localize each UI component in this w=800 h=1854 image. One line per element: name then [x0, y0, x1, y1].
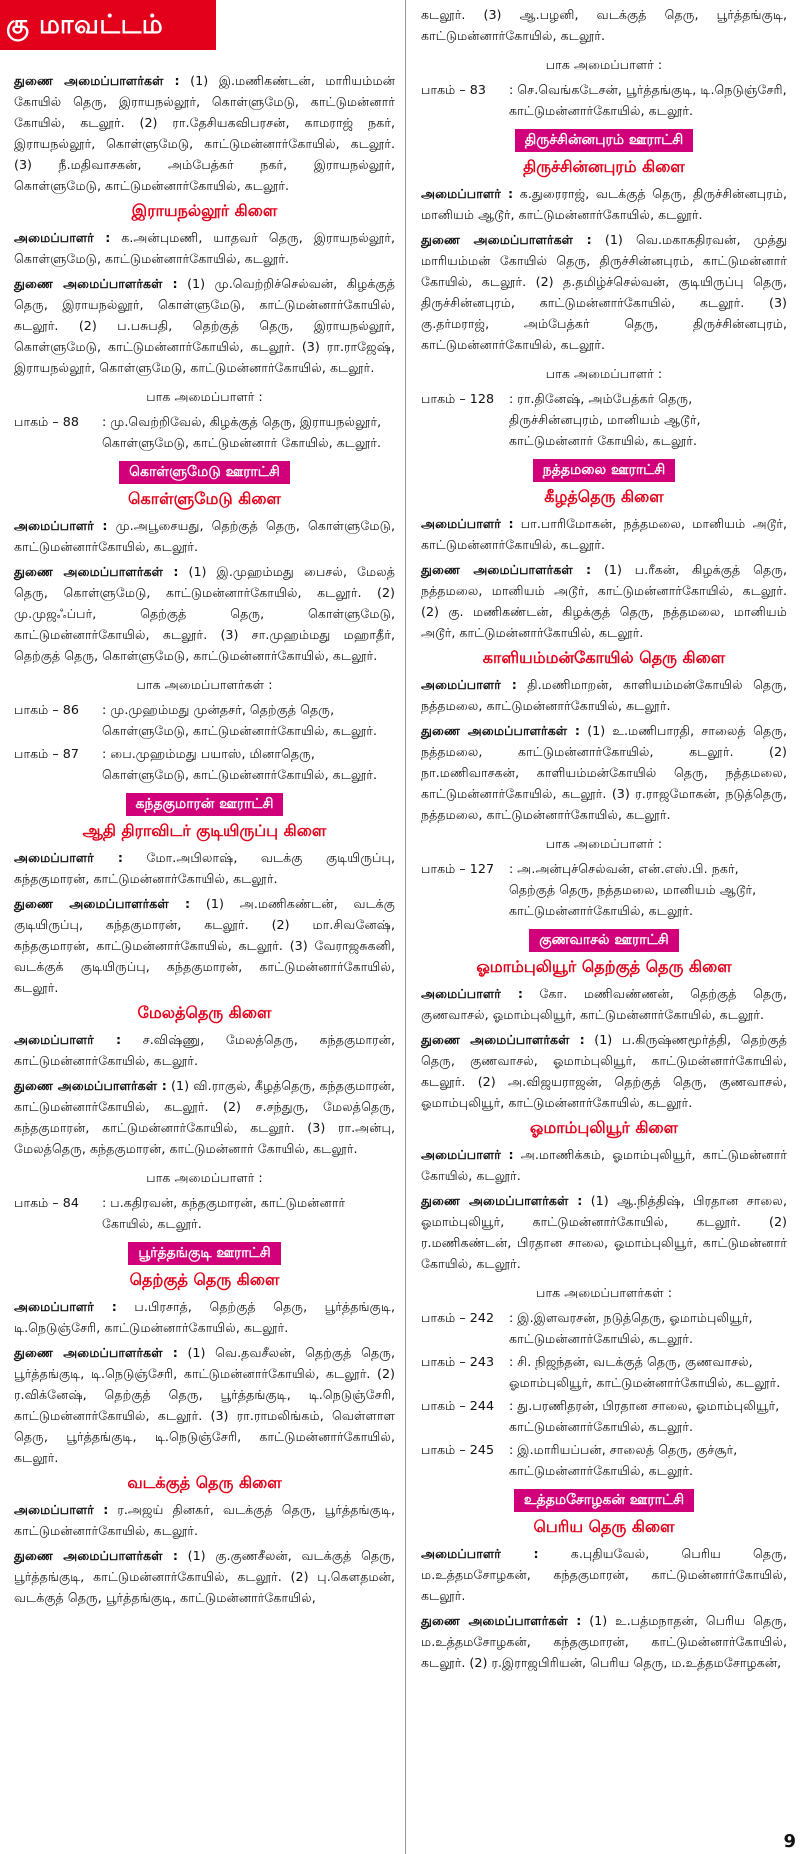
role-label: அமைப்பாளர் :	[14, 1502, 109, 1517]
booth-organizer: : இ.இளவரசன், நடுத்தெரு, ஓமாம்புலியூர், காட்டுமன்னார்கோயில், கடலூர்.	[509, 1310, 753, 1346]
role-label: அமைப்பாளர் :	[421, 677, 517, 692]
member-details: மு.அபூசையது, தெற்குத் தெரு, கொள்ளுமேடு, காட்டுமன்னார்கோயில், கடலூர்.	[14, 518, 395, 554]
member-details: மோ.அபிலாஷ், வடக்கு குடியிருப்பு, கந்தகுமாரன், காட்டுமன்னார்கோயில், கடலூர்.	[14, 850, 395, 886]
member-details: ப.பிரசாத், தெற்குத் தெரு, பூர்த்தங்குடி, டி.நெடுஞ்சேரி, காட்டுமன்னார்கோயில், கடலூர்.	[14, 1299, 396, 1335]
role-label: துணை அமைப்பாளர்கள் :	[421, 1613, 582, 1628]
member-details: க.அன்புமணி, யாதவர் தெரு, இராயநல்லூர், கொள்ளுமேடு, காட்டுமன்னார்கோயில், கடலூர்.	[14, 230, 395, 266]
member-details: (1) உ.மணிபாரதி, சாலைத் தெரு, நத்தமலை, காட்டுமன்னார்கோயில், கடலூர். (2) நா.மணிவாசகன், காளியம்மன்கோயில் தெரு, நத்தமலை, காட்டுமன்னார்கோயில், கடலூர். (3) ர.ராஜமோகன், நடுத்தெரு, நத்தமலை, காட்டுமன்னார்கோயில், கடலூர்.	[421, 723, 787, 822]
member-details: க.புதியவேல், பெரிய தெரு, ம.உத்தமசோழகன், கந்தகுமாரன், காட்டுமன்னார்கோயில், கடலூர்.	[421, 1546, 787, 1603]
panchayat-label: திருச்சின்னபுரம் ஊராட்சி	[515, 129, 693, 152]
branch-heading: கொள்ளுமேடு கிளை	[128, 489, 281, 508]
booth-entry	[421, 1351, 787, 1393]
booth-organizer: : ப.கதிரவன், கந்தகுமாரன், காட்டுமன்னார் கோயில், கடலூர்.	[102, 1195, 346, 1231]
member-details: கடலூர். (3) ஆ.பழனி, வடக்குத் தெரு, பூர்த்தங்குடி, காட்டுமன்னார்கோயில், கடலூர்.	[421, 7, 787, 43]
branch-heading: மேலத்தெரு கிளை	[137, 1003, 272, 1022]
role-label: அமைப்பாளர் :	[421, 986, 523, 1001]
member-details: (1) வெ.தவசீலன், தெற்குத் தெரு, பூர்த்தங்குடி, டி.நெடுஞ்சேரி, காட்டுமன்னார்கோயில், கடலூர். (2) ர.விக்னேஷ், தெற்குத் தெரு, பூர்த்தங்குடி, டி.நெடுஞ்சேரி, காட்டுமன்னார்கோயில், கடலூர். (3) ரா.ராமலிங்கம், வெள்ளாள தெரு, பூர்த்தங்குடி, டி.நெடுஞ்சேரி, காட்டுமன்னார்கோயில், கடலூர்.	[14, 1345, 395, 1465]
member-details: (1) ப.ரீகன், கிழக்குத் தெரு, நத்தமலை, மானியம் அடூர், காட்டுமன்னார்கோயில், கடலூர். (2) கு. மணிகண்டன், கிழக்குத் தெரு, நத்தமலை, மானியம் அடூர், காட்டுமன்னார்கோயில், கடலூர்.	[421, 562, 788, 640]
panchayat-heading	[421, 929, 787, 952]
booth-heading: பாக அமைப்பாளர் :	[146, 389, 263, 404]
role-label: துணை அமைப்பாளர்கள் :	[14, 73, 180, 88]
member-entry	[14, 1075, 395, 1159]
booth-number: பாகம் – 127	[421, 861, 495, 876]
role-label: துணை அமைப்பாளர்கள் :	[421, 232, 592, 247]
panchayat-heading	[421, 129, 787, 152]
member-entry	[421, 559, 787, 643]
member-entry	[421, 983, 787, 1025]
member-entry	[14, 1029, 395, 1071]
member-entry	[14, 1545, 395, 1608]
booth-organizer: : அ.அன்புச்செல்வன், என்.எஸ்.பி. நகர், தெற்குத் தெரு, நத்தமலை, மானியம் ஆடூர், காட்டுமன்னார்கோயில், கடலூர்.	[509, 861, 757, 918]
branch-heading: ஆதி திராவிடர் குடியிருப்பு கிளை	[82, 821, 327, 840]
member-entry	[421, 1610, 787, 1673]
branch-heading: வடக்குத் தெரு கிளை	[127, 1473, 282, 1492]
member-details: (1) கு.குணசீலன், வடக்குத் தெரு, பூர்த்தங்குடி, காட்டுமன்னார்கோயில், கடலூர். (2) பு.கௌதமன், வடக்குத் தெரு, பூர்த்தங்குடி, காட்டுமன்னார்கோயில்,	[14, 1548, 396, 1605]
booth-heading: பாக அமைப்பாளர் :	[146, 1170, 263, 1185]
member-entry	[14, 1296, 395, 1338]
booth-number: பாகம் – 88	[14, 414, 79, 429]
booth-number: பாகம் – 83	[421, 82, 486, 97]
branch-heading: திருச்சின்னபுரம் கிளை	[523, 157, 685, 176]
member-entry	[14, 1499, 395, 1541]
member-entry	[14, 893, 395, 998]
booth-number: பாகம் – 243	[421, 1354, 495, 1369]
role-label: அமைப்பாளர் :	[421, 1147, 514, 1162]
left-column	[14, 70, 395, 1612]
role-label: துணை அமைப்பாளர்கள் :	[421, 562, 592, 577]
booth-number: பாகம் – 128	[421, 391, 495, 406]
member-entry	[421, 229, 787, 355]
booth-number: பாகம் – 244	[421, 1398, 495, 1413]
booth-number: பாகம் – 84	[14, 1195, 79, 1210]
branch-heading: ஓமாம்புலியூர் கிளை	[529, 1118, 679, 1137]
booth-heading: பாக அமைப்பாளர்கள் :	[136, 677, 273, 692]
member-details: (1) உ.பத்மநாதன், பெரிய தெரு, ம.உத்தமசோழகன், கந்தகுமாரன், காட்டுமன்னார்கோயில், கடலூர். (2) ர.இராஜபிரியன், பெரிய தெரு, ம.உத்தமசோழகன்,	[421, 1613, 787, 1670]
panchayat-label: நத்தமலை ஊராட்சி	[533, 459, 676, 482]
booth-entry	[421, 1307, 787, 1349]
member-details: (1) இ.முஹம்மது பைசல், மேலத் தெரு, கொள்ளுமேடு, காட்டுமன்னார்கோயில், கடலூர். (2) மு.முஜஃப்பர், தெற்குத் தெரு, கொள்ளுமேடு, காட்டுமன்னார்கோயில், கடலூர். (3) சா.முஹம்மது மஹாதீர், தெற்குத் தெரு, கொள்ளுமேடு, காட்டுமன்னார்கோயில், கடலூர்.	[14, 564, 396, 663]
member-entry	[14, 70, 395, 196]
member-entry	[14, 847, 395, 889]
member-entry	[421, 183, 787, 225]
member-entry	[421, 1144, 787, 1186]
booth-heading: பாக அமைப்பாளர் :	[545, 57, 663, 72]
member-entry	[421, 1029, 787, 1113]
booth-number: பாகம் – 245	[421, 1442, 495, 1457]
member-details: (1) அ.மணிகண்டன், வடக்கு குடியிருப்பு, கந்தகுமாரன், கடலூர். (2) மா.சிவனேஷ், கந்தகுமாரன், காட்டுமன்னார்கோயில், கடலூர். (3) வேராஜசுகனி, வடக்குக் குடியிருப்பு, கந்தகுமாரன், காட்டுமன்னார்கோயில், கடலூர்.	[14, 896, 395, 995]
booth-organizer: : து.பரணிதரன், பிரதான சாலை, ஓமாம்புலியூர், காட்டுமன்னார்கோயில், கடலூர்.	[509, 1398, 780, 1434]
role-label: துணை அமைப்பாளர்கள் :	[421, 1193, 583, 1208]
panchayat-heading	[14, 793, 395, 816]
member-details: (1) வெ.மகாகதிரவன், முத்து மாரியம்மன் கோயில் தெரு, திருச்சின்னபுரம், காட்டுமன்னார் கோயில், கடலூர். (2) த.தமிழ்ச்செல்வன், குடியிருப்பு தெரு, திருச்சின்னபுரம், காட்டுமன்னார்கோயில், கடலூர். (3) கு.தர்மராஜ், அம்பேத்கர் தெரு, திருச்சின்னபுரம், காட்டுமன்னார்கோயில், கடலூர்.	[421, 232, 787, 352]
member-details: (1) ஆ.நித்திஷ், பிரதான சாலை, ஓமாம்புலியூர், காட்டுமன்னார்கோயில், கடலூர். (2) ர.மணிகண்டன், பிரதான சாலை, ஓமாம்புலியூர், காட்டுமன்னார் கோயில், கடலூர்.	[421, 1193, 787, 1271]
role-label: அமைப்பாளர் :	[421, 1546, 539, 1561]
member-entry	[421, 1190, 787, 1274]
member-details: கோ. மணிவண்ணன், தெற்குத் தெரு, குணவாசல், ஓமாம்புலியூர், காட்டுமன்னார்கோயில், கடலூர்.	[421, 986, 787, 1022]
panchayat-heading	[421, 1489, 787, 1512]
member-entry	[421, 4, 787, 46]
panchayat-heading	[421, 459, 787, 482]
role-label: அமைப்பாளர் :	[14, 850, 123, 865]
branch-heading: காளியம்மன்கோயில் தெரு கிளை	[482, 648, 726, 667]
role-label: துணை அமைப்பாளர்கள் :	[14, 1548, 178, 1563]
booth-organizer: : இ.மாரியப்பன், சாலைத் தெரு, குச்சூர், காட்டுமன்னார்கோயில், கடலூர்.	[509, 1442, 738, 1478]
booth-number: பாகம் – 86	[14, 702, 79, 717]
role-label: துணை அமைப்பாளர்கள் :	[421, 723, 580, 738]
member-entry	[421, 1543, 787, 1606]
page-number: 9	[783, 1831, 796, 1852]
member-details: (1) வி.ராகுல், கீழத்தெரு, கந்தகுமாரன், காட்டுமன்னார்கோயில், கடலூர். (2) ச.சந்துரு, மேலத்தெரு, கந்தகுமாரன், காட்டுமன்னார்கோயில், கடலூர். (3) ரா.அன்பு, மேலத்தெரு, கந்தகுமாரன், காட்டுமன்னார் கோயில், கடலூர்.	[14, 1078, 395, 1156]
member-details: ச.விஷ்ணு, மேலத்தெரு, கந்தகுமாரன், காட்டுமன்னார்கோயில், கடலூர்.	[14, 1032, 395, 1068]
role-label: துணை அமைப்பாளர்கள் :	[14, 1078, 167, 1093]
booth-heading: பாக அமைப்பாளர் :	[545, 836, 663, 851]
role-label: துணை அமைப்பாளர்கள் :	[14, 896, 191, 911]
member-details: தி.மணிமாறன், காளியம்மன்கோயில் தெரு, நத்தமலை, காட்டுமன்னார்கோயில், கடலூர்.	[421, 677, 787, 713]
booth-entry	[421, 858, 787, 921]
booth-number: பாகம் – 87	[14, 746, 79, 761]
role-label: அமைப்பாளர் :	[421, 186, 514, 201]
branch-heading: ஓமாம்புலியூர் தெற்குத் தெரு கிளை	[476, 957, 732, 976]
member-details: க.துரைராஜ், வடக்குத் தெரு, திருச்சின்னபுரம், மானியம் ஆடூர், காட்டுமன்னார்கோயில், கடலூர்.	[421, 186, 787, 222]
role-label: துணை அமைப்பாளர்கள் :	[14, 276, 178, 291]
member-details: (1) இ.மணிகண்டன், மாரியம்மன் கோயில் தெரு, இராயநல்லூர், கொள்ளுமேடு, காட்டுமன்னார் கோயில், கடலூர். (2) ரா.தேசியகவிபரசன், காமராஜ் நகர், இராயநல்லூர், கொள்ளுமேடு, காட்டுமன்னார்கோயில், கடலூர். (3) நீ.மதிவாசகன், அம்பேத்கர் நகர், இராயநல்லூர், கொள்ளுமேடு, காட்டுமன்னார்கோயில், கடலூர்.	[14, 73, 396, 193]
member-details: ர.அஜய் தினகர், வடக்குத் தெரு, பூர்த்தங்குடி, காட்டுமன்னார்கோயில், கடலூர்.	[14, 1502, 395, 1538]
booth-heading: பாக அமைப்பாளர் :	[545, 366, 663, 381]
role-label: அமைப்பாளர் :	[14, 518, 108, 533]
panchayat-label: கந்தகுமாரன் ஊராட்சி	[126, 793, 284, 816]
booth-entry	[14, 699, 395, 741]
role-label: அமைப்பாளர் :	[421, 516, 514, 531]
panchayat-label: குணவாசல் ஊராட்சி	[529, 929, 678, 952]
branch-heading: தெற்குத் தெரு கிளை	[129, 1270, 280, 1289]
member-entry	[14, 561, 395, 666]
member-entry	[14, 227, 395, 269]
column-divider	[405, 0, 406, 1854]
booth-organizer: : மு.வெற்றிவேல், கிழக்குத் தெரு, இராயநல்லூர், கொள்ளுமேடு, காட்டுமன்னார் கோயில், கடலூர்.	[102, 414, 382, 450]
branch-heading: கீழத்தெரு கிளை	[544, 487, 664, 506]
member-entry	[421, 513, 787, 555]
booth-organizer: : ரா.தினேஷ், அம்பேத்கர் தெரு, திருச்சின்னபுரம், மானியம் ஆடூர், காட்டுமன்னார் கோயில், கடலூர்.	[509, 391, 701, 448]
booth-organizer: : செ.வெங்கடேசன், பூர்த்தங்குடி, டி.நெடுஞ்சேரி, காட்டுமன்னார்கோயில், கடலூர்.	[509, 82, 787, 118]
member-entry	[421, 720, 787, 825]
panchayat-label: கொள்ளுமேடு ஊராட்சி	[119, 461, 290, 484]
member-details: (1) ப.கிருஷ்ணமூர்த்தி, தெற்குத் தெரு, குணவாசல், ஓமாம்புலியூர், காட்டுமன்னார்கோயில், கடலூர். (2) அ.விஜயராஜன், தெற்குத் தெரு, குணவாசல், ஓமாம்புலியூர், காட்டுமன்னார்கோயில், கடலூர்.	[421, 1032, 787, 1110]
booth-entry	[14, 743, 395, 785]
booth-entry	[421, 1395, 787, 1437]
member-entry	[14, 273, 395, 378]
booth-entry	[421, 79, 787, 121]
booth-entry	[421, 388, 787, 451]
booth-entry	[421, 1439, 787, 1481]
member-details: (1) மு.வெற்றிச்செல்வன், கிழக்குத் தெரு, இராயநல்லூர், கொள்ளுமேடு, காட்டுமன்னார்கோயில், கடலூர். (2) ப.பசுபதி, தெற்குத் தெரு, இராயநல்லூர், கொள்ளுமேடு, காட்டுமன்னார்கோயில், கடலூர். (3) ரா.ராஜேஷ், இராயநல்லூர், கொள்ளுமேடு, காட்டுமன்னார்கோயில், கடலூர்.	[14, 276, 395, 375]
role-label: அமைப்பாளர் :	[14, 1299, 117, 1314]
booth-organizer: : பை.முஹம்மது பயாஸ், மினாதெரு, கொள்ளுமேடு, காட்டுமன்னார்கோயில், கடலூர்.	[102, 746, 378, 782]
district-banner: கு மாவட்டம்	[0, 0, 216, 50]
role-label: துணை அமைப்பாளர்கள் :	[421, 1032, 585, 1047]
role-label: அமைப்பாளர் :	[14, 230, 111, 245]
booth-entry	[14, 1192, 395, 1234]
booth-heading: பாக அமைப்பாளர்கள் :	[536, 1285, 672, 1300]
booth-organizer: : மு.முஹம்மது முன்தசர், தெற்குத் தெரு, கொள்ளுமேடு, காட்டுமன்னார்கோயில், கடலூர்.	[102, 702, 378, 738]
role-label: துணை அமைப்பாளர்கள் :	[14, 564, 179, 579]
member-entry	[14, 1342, 395, 1468]
role-label: துணை அமைப்பாளர்கள் :	[14, 1345, 178, 1360]
panchayat-label: பூர்த்தங்குடி ஊராட்சி	[128, 1242, 280, 1265]
right-column	[421, 4, 787, 1677]
member-details: பா.பாரிமோகன், நத்தமலை, மானியம் அடூர், காட்டுமன்னார்கோயில், கடலூர்.	[421, 516, 787, 552]
booth-entry	[14, 411, 395, 453]
branch-heading: பெரிய தெரு கிளை	[533, 1517, 675, 1536]
booth-organizer: : சி. நிஜந்தன், வடக்குத் தெரு, குணவாசல், ஓமாம்புலியூர், காட்டுமன்னார்கோயில், கடலூர்.	[509, 1354, 781, 1390]
member-entry	[14, 515, 395, 557]
booth-number: பாகம் – 242	[421, 1310, 495, 1325]
member-details: அ.மாணிக்கம், ஓமாம்புலியூர், காட்டுமன்னார் கோயில், கடலூர்.	[421, 1147, 787, 1183]
role-label: அமைப்பாளர் :	[14, 1032, 122, 1047]
panchayat-label: உத்தமசோழகன் ஊராட்சி	[514, 1489, 694, 1512]
panchayat-heading	[14, 461, 395, 484]
branch-heading: இராயநல்லூர் கிளை	[131, 201, 278, 220]
panchayat-heading	[14, 1242, 395, 1265]
member-entry	[421, 674, 787, 716]
